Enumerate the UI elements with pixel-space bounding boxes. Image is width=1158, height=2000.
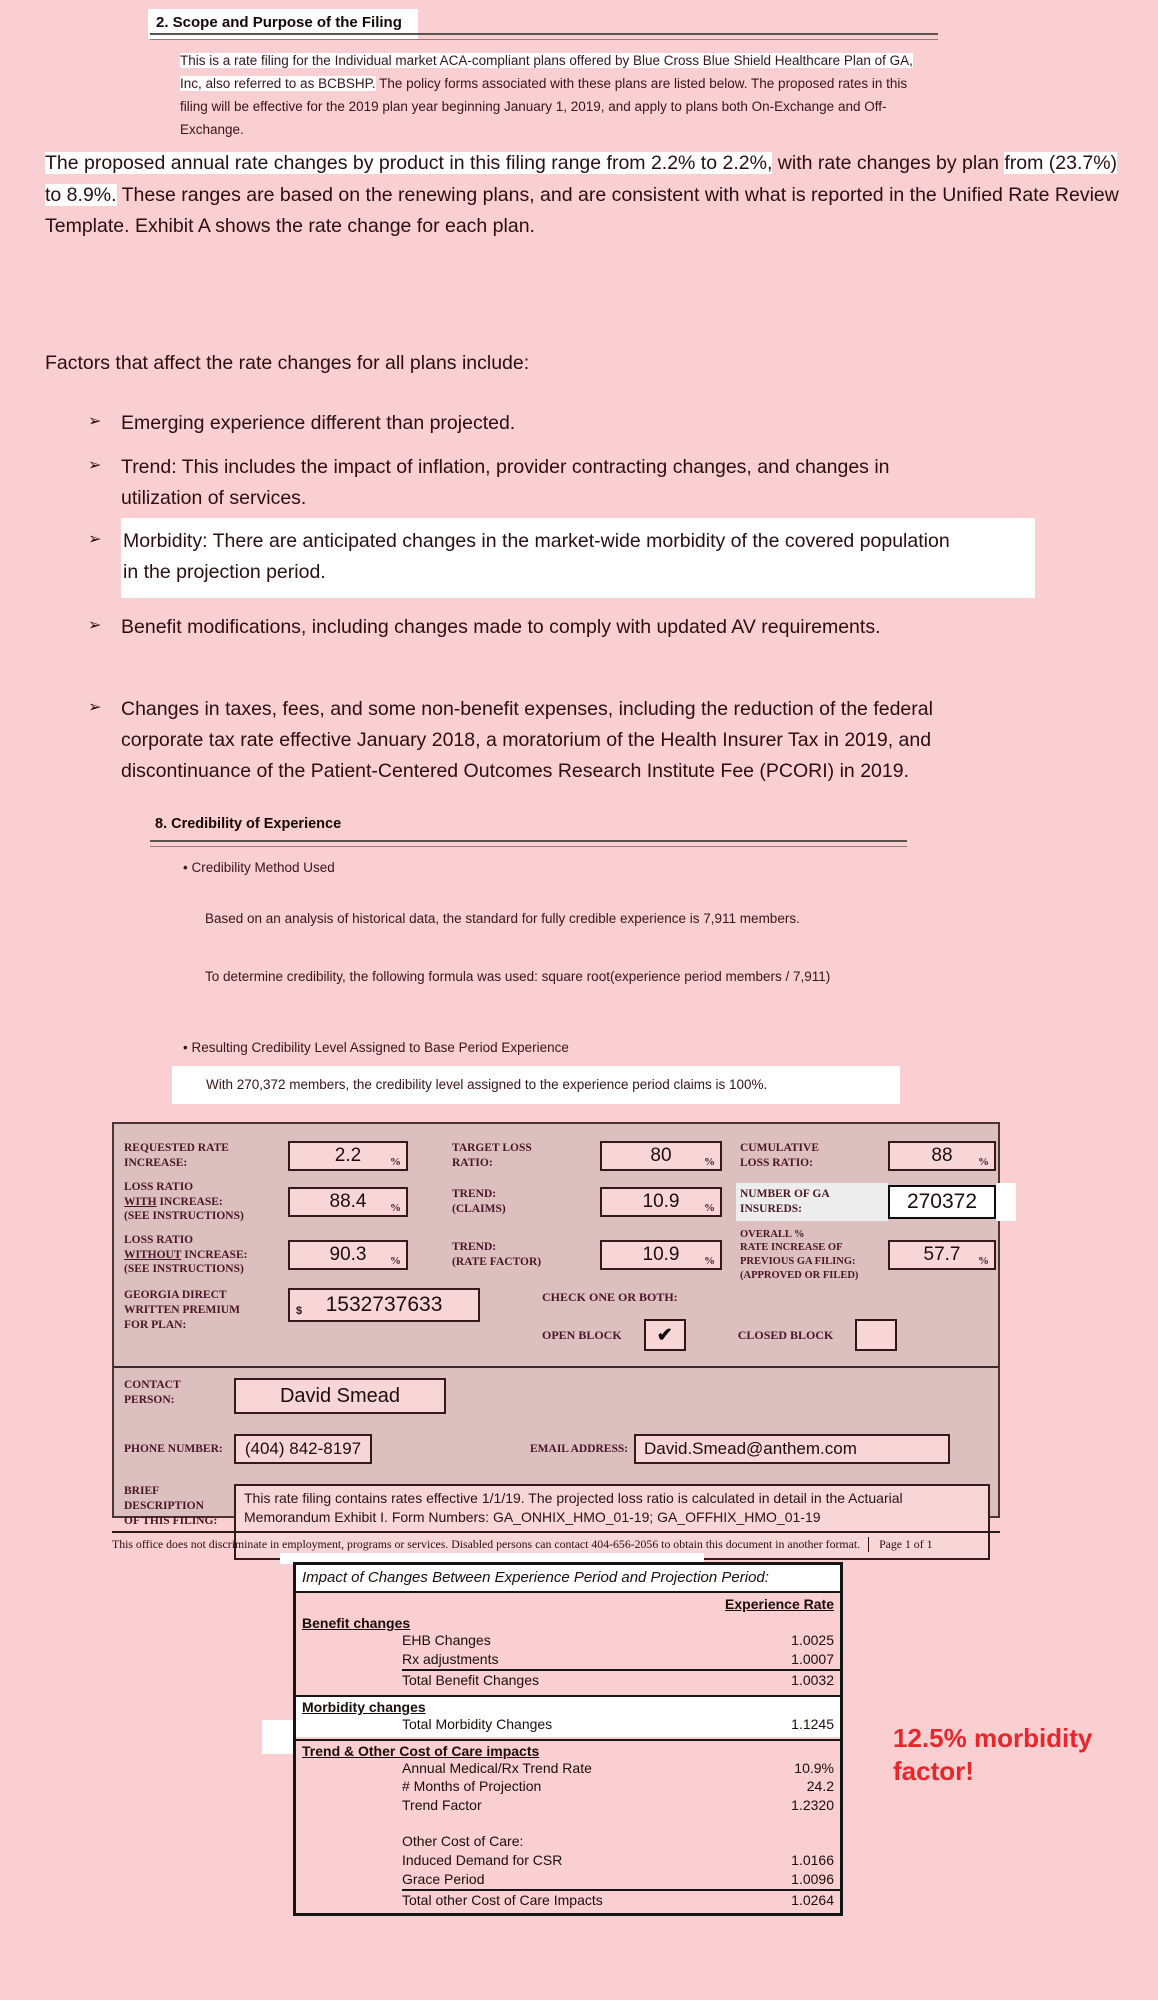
premium-value: 1532737633 [325, 1293, 443, 1316]
footer-rule [112, 1531, 1000, 1533]
scope-paragraph [180, 50, 916, 142]
open-block-label: OPEN BLOCK [542, 1327, 622, 1342]
arrow-bullet-icon: ➢ [88, 531, 102, 548]
percent-unit: % [978, 1255, 989, 1267]
table-row-total: Total Morbidity Changes 1.1245 [402, 1715, 834, 1732]
table-row: # Months of Projection 24.2 [402, 1778, 834, 1795]
email-address-label: EMAIL ADDRESS: [530, 1443, 629, 1455]
bullet-text: Morbidity: There are anticipated changes in the market-wide morbidity of the covered population in the projection period. [123, 530, 950, 584]
trend-rate-factor-label: TREND: (RATE FACTOR) [452, 1241, 542, 1268]
loss-ratio-with-increase-value: 88.4 [329, 1191, 367, 1212]
closed-block-checkbox[interactable] [855, 1319, 897, 1351]
brief-description-label: BRIEF DESCRIPTION OF THIS FILING: [124, 1485, 218, 1527]
trend-rate-factor-field[interactable] [600, 1240, 722, 1270]
table-row: Grace Period 1.0096 [402, 1871, 834, 1888]
brief-description-field[interactable]: This rate filing contains rates effective 1/1/19. The projected loss ratio is calculated in detail in the Actuarial Memorandum Exhibit I. Form Numbers: GA_ONHIX_HMO_01-19; GA_OFFHIX_HMO_01-19 [234, 1484, 990, 1560]
trend-rate-factor-value: 10.9 [642, 1244, 680, 1265]
table-row-total: Total Benefit Changes 1.0032 [402, 1671, 834, 1688]
overall-rate-increase-label: OVERALL % RATE INCREASE OF PREVIOUS GA FILING: (APPROVED OR FILED) [740, 1228, 859, 1281]
bullet-item [88, 408, 1038, 439]
phone-number-value: (404) 842-8197 [244, 1439, 362, 1458]
dollar-sign: $ [296, 1305, 303, 1317]
spacer-row [296, 1815, 840, 1832]
scope-section-heading: 2. Scope and Purpose of the Filing [148, 9, 418, 39]
target-loss-ratio-label: TARGET LOSS RATIO: [452, 1142, 532, 1169]
open-block-checkbox[interactable] [644, 1319, 686, 1351]
checkmark-icon: ✔ [656, 1324, 673, 1346]
loss-ratio-without-increase-field[interactable] [288, 1240, 408, 1270]
premium-field[interactable] [288, 1288, 480, 1322]
bullet-text: Changes in taxes, fees, and some non-benefit expenses, including the reduction of the federal corporate tax rate effective January 2018, a moratorium of the Health Insurer Tax in 2019, and discontinuance of the Patient-Centered Outcomes Research Institute Fee (PCORI) in 2019. [121, 698, 933, 783]
annotation-line: 12.5% morbidity [893, 1723, 1093, 1753]
section-header-benefit-changes: Benefit changes [302, 1615, 411, 1631]
table-row: EHB Changes 1.0025 [402, 1632, 834, 1648]
contact-person-label: CONTACT PERSON: [124, 1379, 181, 1406]
contact-person-value: David Smead [279, 1384, 401, 1407]
highlighted-text: The proposed annual rate changes by product in this filing range from 2.2% to 2.2%, [45, 152, 773, 174]
table-title: Impact of Changes Between Experience Period and Projection Period: [296, 1565, 840, 1593]
email-address-value: David.Smead@anthem.com [644, 1439, 857, 1458]
cumulative-loss-ratio-label: CUMULATIVE LOSS RATIO: [740, 1142, 820, 1169]
percent-unit: % [390, 1202, 401, 1214]
highlight-strip [996, 1183, 1016, 1221]
phone-number-field[interactable] [234, 1434, 372, 1464]
section-header-morbidity-changes: Morbidity changes [302, 1698, 426, 1715]
highlighted-text: from (23.7%) to 8.9%. [45, 152, 1118, 206]
paragraph-text: These ranges are based on the renewing plans, and are consistent with what is reported in the Unified Rate Review Template. Exhibit A shows the rate change for each plan. [45, 183, 1119, 238]
credibility-heading-rule [150, 840, 907, 847]
loss-ratio-with-increase-field[interactable] [288, 1187, 408, 1217]
percent-unit: % [704, 1255, 715, 1267]
table-row: Induced Demand for CSR 1.0166 [402, 1852, 834, 1869]
trend-claims-field[interactable] [600, 1187, 722, 1217]
overall-rate-increase-value: 57.7 [923, 1244, 961, 1265]
bullet-item [88, 612, 1038, 643]
section-header-trend-cost-of-care: Trend & Other Cost of Care impacts [302, 1742, 540, 1759]
ga-rate-filing-form [112, 1122, 1000, 1527]
loss-ratio-without-increase-label: LOSS RATIO WITHOUT INCREASE: (SEE INSTRUCTIONS) [124, 1233, 248, 1276]
credibility-method-label: • Credibility Method Used [183, 860, 335, 875]
arrow-bullet-icon: ➢ [88, 699, 102, 716]
arrow-bullet-icon: ➢ [88, 413, 102, 430]
table-row: Other Cost of Care: [402, 1833, 524, 1850]
highlight-strip [262, 1720, 293, 1754]
percent-unit: % [978, 1156, 989, 1168]
rate-change-summary-paragraph [45, 148, 1120, 243]
credibility-formula-text: To determine credibility, the following formula was used: square root(experience period members / 7,911) [205, 969, 831, 984]
arrow-bullet-icon: ➢ [88, 457, 102, 474]
trend-claims-label: TREND: (CLAIMS) [452, 1188, 506, 1215]
trend-claims-value: 10.9 [642, 1191, 680, 1212]
overall-rate-increase-field[interactable] [888, 1240, 996, 1270]
percent-unit: % [390, 1156, 401, 1168]
number-of-ga-insureds-label: NUMBER OF GA INSUREDS: [736, 1183, 888, 1221]
phone-number-label: PHONE NUMBER: [124, 1443, 223, 1455]
credibility-result-highlight: With 270,372 members, the credibility level assigned to the experience period claims is 100%. [172, 1066, 900, 1104]
bullet-item [88, 452, 1038, 514]
number-of-ga-insureds-field[interactable] [888, 1185, 996, 1219]
percent-unit: % [704, 1202, 715, 1214]
form-section-divider [114, 1366, 998, 1368]
table-row-total: Total other Cost of Care Impacts 1.0264 [402, 1891, 834, 1908]
requested-rate-value: 2.2 [334, 1145, 362, 1166]
credibility-standard-text: Based on an analysis of historical data, the standard for fully credible experience is 7,911 members. [205, 911, 800, 926]
page-footer [112, 1537, 1000, 1552]
credibility-result-label: • Resulting Credibility Level Assigned to Base Period Experience [183, 1040, 569, 1055]
table-row: Annual Medical/Rx Trend Rate 10.9% [402, 1759, 834, 1776]
highlighted-text: This is a rate filing for the Individual market ACA-compliant plans offered by Blue Cross Blue Shield Healthcare Plan of GA, Inc, also referred to as BCBSHP. [180, 53, 913, 91]
requested-rate-label: REQUESTED RATE INCREASE: [124, 1142, 229, 1169]
page-number: Page 1 of 1 [868, 1537, 932, 1552]
footer-text: This office does not discriminate in employment, programs or services. Disabled persons can contact 404-656-2056 to obtain this document in another format. [112, 1537, 861, 1551]
target-loss-ratio-value: 80 [650, 1145, 672, 1166]
number-of-ga-insureds-value: 270372 [906, 1190, 978, 1213]
table-row: Trend Factor 1.2320 [402, 1797, 834, 1814]
annotation-line: factor! [893, 1756, 974, 1787]
factors-intro-line: Factors that affect the rate changes for all plans include: [45, 352, 530, 374]
bullet-text: Trend: This includes the impact of inflation, provider contracting changes, and changes in utilization of services. [121, 456, 890, 510]
bullet-text: Emerging experience different than projected. [121, 412, 516, 434]
requested-rate-field[interactable] [288, 1141, 408, 1171]
contact-person-field[interactable] [234, 1378, 446, 1414]
bullet-item-morbidity [88, 526, 1038, 598]
bullet-item [88, 694, 1038, 788]
loss-ratio-with-increase-label: LOSS RATIO WITH INCREASE: (SEE INSTRUCTIONS) [124, 1180, 244, 1223]
percent-unit: % [390, 1255, 401, 1267]
cumulative-loss-ratio-value: 88 [931, 1145, 953, 1166]
table-row: Rx adjustments 1.0007 [402, 1650, 834, 1667]
paragraph-text: with rate changes by plan [772, 152, 1005, 174]
paragraph-text: The policy forms associated with these plans are listed below. The proposed rates in this filing will be effective for the 2019 plan year beginning January 1, 2019, and apply to plans both On-Exchange and Off-Exchange. [180, 75, 908, 137]
target-loss-ratio-field[interactable] [600, 1141, 722, 1171]
email-address-field[interactable] [634, 1434, 950, 1464]
closed-block-label: CLOSED BLOCK [737, 1327, 834, 1342]
georgia-direct-written-premium-label: GEORGIA DIRECT WRITTEN PREMIUM FOR PLAN: [124, 1289, 240, 1331]
arrow-bullet-icon: ➢ [88, 617, 102, 634]
scope-heading-rule [150, 33, 938, 40]
check-block-area [542, 1288, 897, 1351]
bullet-text: Benefit modifications, including changes made to comply with updated AV requirements. [121, 616, 881, 638]
percent-unit: % [704, 1156, 715, 1168]
credibility-section-heading: 8. Credibility of Experience [155, 816, 342, 832]
loss-ratio-without-increase-value: 90.3 [329, 1244, 367, 1265]
experience-rate-column-header: Experience Rate [725, 1596, 834, 1612]
check-one-or-both-label: CHECK ONE OR BOTH: [542, 1290, 678, 1304]
impact-of-changes-table [293, 1562, 843, 1916]
morbidity-factor-annotation [893, 1722, 1092, 1789]
morbidity-section-highlight [296, 1695, 840, 1737]
cumulative-loss-ratio-field[interactable] [888, 1141, 996, 1171]
